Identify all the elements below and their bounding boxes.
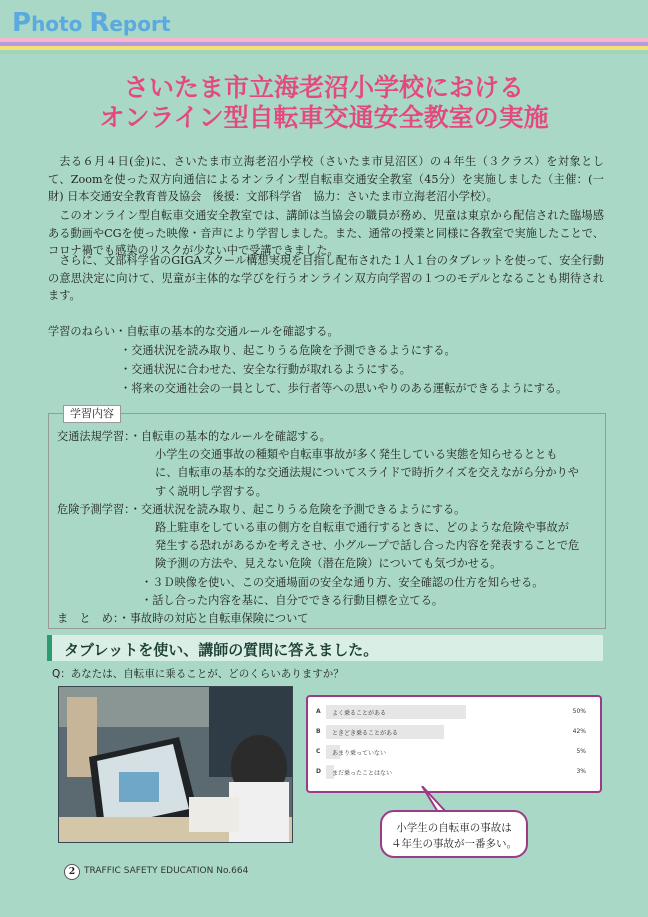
body-paragraph-1: 去る６月４日(金)に、さいたま市立海老沼小学校（さいたま市見沼区）の４年生（３クラス）を対象として、Zoomを使った双方向通信によるオンライン型自転車交通安全教室（45分）を実施しました（主催：(一財) 日本交通安全教育普及協会 後援：文部科学省 協力：さいたま市立海老沼小学校）。 — [48, 155, 604, 204]
section-heading: タブレットを使い、講師の質問に答えました。 — [64, 641, 379, 659]
aim-line: ・交通状況を読み取り、起こりうる危険を予測できるようにする。 — [120, 344, 456, 357]
aim-line: ・交通状況に合わせた、安全な行動が取れるようにする。 — [120, 363, 411, 376]
poll-percent: 5% — [576, 748, 586, 755]
classroom-photo — [58, 686, 293, 843]
poll-row — [314, 745, 590, 759]
learning-content-lines — [57, 428, 597, 628]
poll-letter: B — [316, 728, 321, 735]
poll-letter: A — [316, 708, 321, 715]
body-paragraph-2: このオンライン型自転車交通安全教室では、講師は当協会の職員が務め、児童は東京から配信された臨場感ある動画やCGを使った映像・音声により学習しました。また、通常の授業と同様に各教室で実施したことで、コロナ禍でも感染のリスクが少ない中で受講できました。 — [48, 209, 604, 258]
classroom-photo-illustration — [59, 687, 292, 842]
poll-row — [314, 705, 590, 719]
learning-content-label: 学習内容 — [63, 405, 121, 423]
bubble-line2: ４年生の事故が一番多い。 — [391, 838, 517, 850]
label-p: P — [12, 8, 32, 38]
poll-option-text: よく乗ることがある — [332, 710, 387, 717]
header-stripe-green — [0, 50, 648, 54]
poll-letter: D — [316, 768, 321, 775]
poll-row — [314, 765, 590, 779]
poll-option-text: まだ乗ったことはない — [332, 770, 393, 777]
poll-results — [306, 695, 602, 793]
poll-option-text: あまり乗っていない — [332, 750, 387, 757]
content-line: 険予測の方法や、見えない危険（潜在危険）についても気づかせる。 — [155, 557, 502, 571]
poll-percent: 3% — [576, 768, 586, 775]
photo-report-label — [12, 8, 170, 38]
aim-line: ・将来の交通社会の一員として、歩行者等への思いやりのある運転ができるようにする。 — [120, 382, 568, 395]
aim-line: 学習のねらい・自転車の基本的な交通ルールを確認する。 — [48, 325, 339, 338]
content-line: すく説明し学習する。 — [155, 484, 267, 498]
page-title-line1: さいたま市立海老沼小学校における — [123, 73, 524, 102]
content-line: に、自転車の基本的な交通法規についてスライドで時折クイズを交えながら分かりや — [155, 466, 579, 480]
section-heading-band — [47, 635, 603, 661]
content-line: ま と め：・事故時の対応と自転車保険について — [57, 612, 309, 626]
content-line: ・３Ｄ映像を使い、この交通場面の安全な通り方、安全確認の仕方を知らせる。 — [141, 575, 544, 589]
footer-text: TRAFFIC SAFETY EDUCATION No.664 — [84, 866, 249, 876]
poll-question: Q：あなたは、自転車に乗ることが、どのくらいありますか？ — [52, 668, 344, 680]
speech-bubble — [380, 810, 528, 858]
poll-row — [314, 725, 590, 739]
poll-option-text: ときどき乗ることがある — [332, 730, 399, 737]
learning-content-box — [48, 407, 606, 629]
body-paragraph-3: さらに、文部科学省のGIGAスクール構想実現を目指し配布された１人１台のタブレットを使って、安全行動の意思決定に向けて、児童が主体的な学びを行うオンライン双方向学習の１つのモデルとなることも期待されます。 — [48, 254, 604, 303]
content-line: 発生する恐れがあるかを考えさせ、小グループで話し合った内容を発表することで危 — [155, 539, 580, 553]
label-r: R — [89, 8, 110, 38]
bubble-line1: 小学生の自転車の事故は — [396, 822, 512, 834]
label-hoto: hoto — [31, 12, 90, 36]
content-line: 路上駐車をしている車の側方を自転車で通行するときに、どのような危険や事故が — [155, 521, 569, 535]
page-number: 2 — [64, 864, 80, 880]
poll-percent: 42% — [572, 728, 586, 735]
content-line: 交通法規学習：・自転車の基本的なルールを確認する。 — [57, 430, 331, 443]
page-title-line2: オンライン型自転車交通安全教室の実施 — [99, 103, 549, 132]
learning-aims — [48, 322, 567, 398]
content-line: 小学生の交通事故の種類や自転車事故が多く発生している実態を知らせるととも — [155, 448, 558, 462]
content-line: ・話し合った内容を基に、自分でできる行動目標を立てる。 — [141, 593, 444, 607]
content-line: 危険予測学習：・交通状況を読み取り、起こりうる危険を予測できるようにする。 — [57, 502, 466, 516]
label-eport: eport — [109, 12, 171, 36]
poll-percent: 50% — [572, 708, 586, 715]
poll-letter: C — [316, 748, 321, 755]
